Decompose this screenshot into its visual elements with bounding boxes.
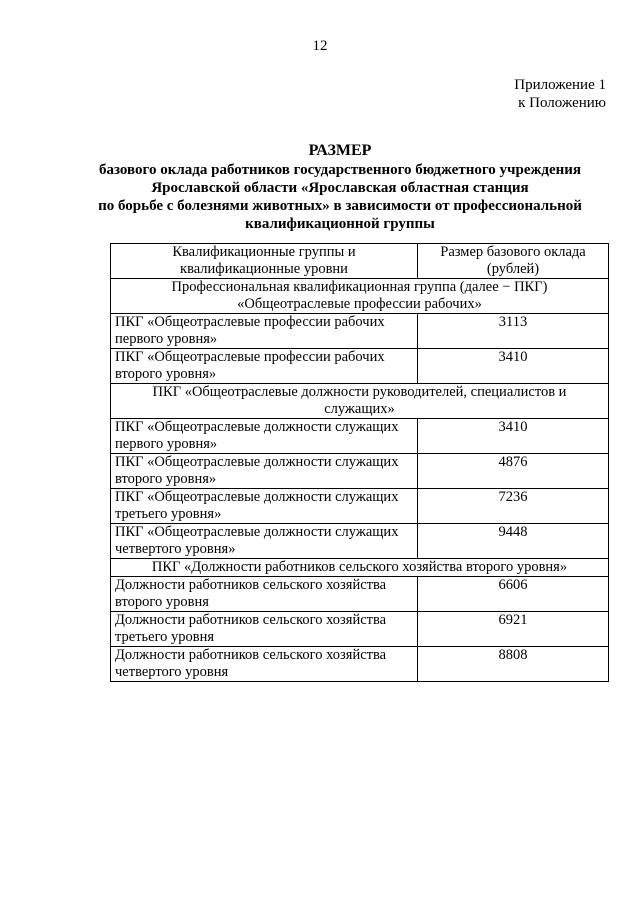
qualification-name-line2: первого уровня»: [115, 436, 218, 452]
group-title-line2: служащих»: [324, 401, 395, 417]
qualification-level-cell: [111, 454, 418, 489]
table-row: [111, 647, 609, 682]
document-title: [60, 142, 620, 233]
qualification-level-cell: [111, 489, 418, 524]
qualification-name-line2: второго уровня»: [115, 366, 217, 382]
title-main: РАЗМЕР: [308, 142, 372, 159]
group-title-line1: Профессиональная квалификационная группа (далее − ПКГ): [171, 279, 548, 295]
group-title: [111, 384, 609, 419]
header-qualification-groups: [111, 244, 418, 279]
qualification-level-cell: [111, 349, 418, 384]
header-col2-line2: (рублей): [486, 261, 540, 277]
qualification-name-line1: Должности работников сельского хозяйства: [115, 612, 387, 628]
qualification-name-line1: ПКГ «Общеотраслевые профессии рабочих: [115, 349, 385, 365]
qualification-name-line1: ПКГ «Общеотраслевые должности служащих: [115, 524, 399, 540]
table-row: [111, 314, 609, 349]
group-title-line1: ПКГ «Общеотраслевые должности руководителей, специалистов и: [152, 384, 567, 400]
base-salary-value: 9448: [418, 524, 609, 559]
table-row: [111, 349, 609, 384]
qualification-name-line1: ПКГ «Общеотраслевые должности служащих: [115, 454, 399, 470]
group-title-line2: «Общеотраслевые профессии рабочих»: [237, 296, 482, 312]
page-number: 12: [312, 38, 328, 54]
group-title: [111, 279, 609, 314]
qualification-level-cell: [111, 314, 418, 349]
group-header-row: [111, 559, 609, 577]
qualification-name-line1: Должности работников сельского хозяйства: [115, 577, 387, 593]
table-header-row: [111, 244, 609, 279]
table-row: [111, 612, 609, 647]
title-line-3: по борьбе с болезнями животных» в зависимости от профессиональной: [98, 198, 582, 214]
qualification-name-line1: ПКГ «Общеотраслевые профессии рабочих: [115, 314, 385, 330]
qualification-name-line2: первого уровня»: [115, 331, 218, 347]
base-salary-value: 3113: [418, 314, 609, 349]
appendix-line-2: к Положению: [518, 95, 606, 111]
header-base-salary: [418, 244, 609, 279]
base-salary-value: 4876: [418, 454, 609, 489]
qualification-name-line2: третьего уровня»: [115, 506, 222, 522]
qualification-name-line2: второго уровня: [115, 594, 209, 610]
salary-table: [110, 243, 609, 682]
base-salary-value: 6606: [418, 577, 609, 612]
table-body: [111, 279, 609, 682]
title-line-4: квалификационной группы: [245, 216, 435, 232]
title-line-2: Ярославской области «Ярославская областная станция: [151, 180, 529, 196]
title-line-1: базового оклада работников государственного бюджетного учреждения: [98, 162, 582, 178]
qualification-name-line1: ПКГ «Общеотраслевые должности служащих: [115, 419, 399, 435]
table-row: [111, 489, 609, 524]
qualification-name-line2: третьего уровня: [115, 629, 215, 645]
base-salary-value: 3410: [418, 419, 609, 454]
group-title-line1: ПКГ «Должности работников сельского хозяйства второго уровня»: [151, 559, 568, 575]
header-col2-line1: Размер базового оклада: [440, 244, 586, 260]
qualification-name-line2: четвертого уровня: [115, 664, 229, 680]
qualification-level-cell: [111, 647, 418, 682]
base-salary-value: 8808: [418, 647, 609, 682]
table-row: [111, 577, 609, 612]
header-col1-line2: квалификационные уровни: [180, 261, 348, 277]
header-col1-line1: Квалификационные группы и: [172, 244, 356, 260]
table-row: [111, 454, 609, 489]
base-salary-value: 7236: [418, 489, 609, 524]
table-row: [111, 524, 609, 559]
qualification-name-line1: Должности работников сельского хозяйства: [115, 647, 387, 663]
table-row: [111, 419, 609, 454]
qualification-level-cell: [111, 524, 418, 559]
qualification-name-line1: ПКГ «Общеотраслевые должности служащих: [115, 489, 399, 505]
base-salary-value: 6921: [418, 612, 609, 647]
group-header-row: [111, 384, 609, 419]
qualification-name-line2: второго уровня»: [115, 471, 217, 487]
group-header-row: [111, 279, 609, 314]
qualification-name-line2: четвертого уровня»: [115, 541, 236, 557]
appendix-line-1: Приложение 1: [514, 77, 606, 93]
base-salary-value: 3410: [418, 349, 609, 384]
group-title: [111, 559, 609, 577]
qualification-level-cell: [111, 612, 418, 647]
qualification-level-cell: [111, 577, 418, 612]
qualification-level-cell: [111, 419, 418, 454]
appendix-reference: [514, 76, 606, 112]
